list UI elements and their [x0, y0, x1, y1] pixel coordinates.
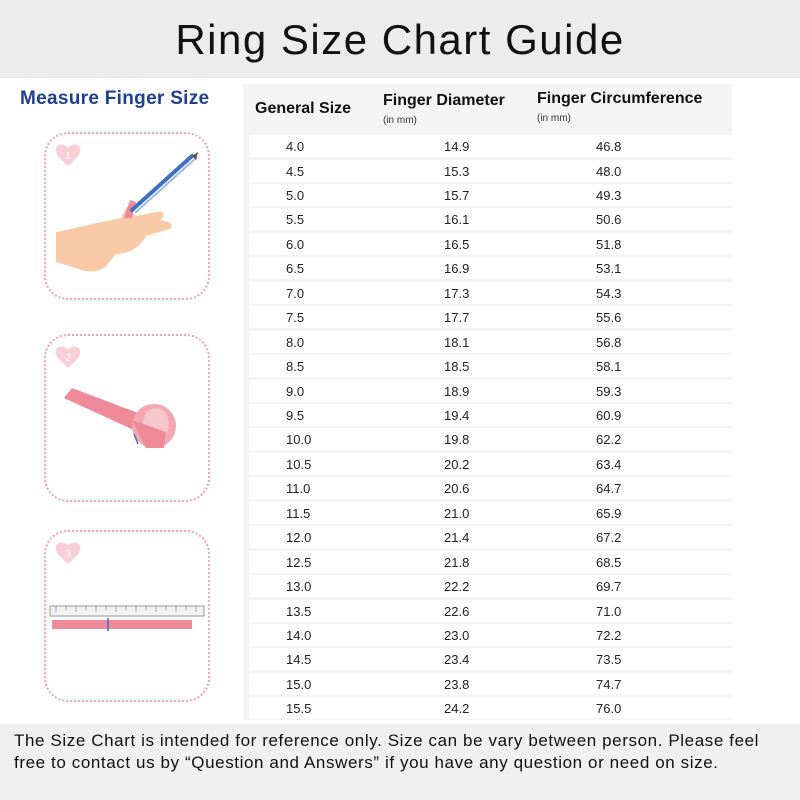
cell-general-size: 5.0 — [286, 187, 305, 203]
cell-general-size: 11.5 — [286, 505, 311, 521]
cell-general-size: 5.5 — [286, 212, 305, 228]
ring-size-table — [243, 84, 732, 720]
page-header — [0, 0, 800, 78]
table-row — [249, 477, 732, 499]
cell-finger-diameter: 18.5 — [444, 359, 470, 374]
cell-finger-diameter: 18.9 — [444, 383, 470, 399]
table-row — [249, 526, 732, 548]
header-finger-diameter-unit: (in mm) — [383, 115, 417, 126]
cell-finger-circumference: 46.8 — [596, 139, 622, 154]
cell-finger-diameter: 19.8 — [444, 432, 470, 448]
cell-finger-diameter: 23.4 — [444, 652, 470, 668]
cell-general-size: 4.0 — [286, 139, 305, 154]
cell-general-size: 7.5 — [286, 310, 305, 326]
cell-finger-circumference: 49.3 — [596, 187, 622, 203]
step-2-card — [44, 334, 210, 502]
cell-finger-diameter: 21.8 — [444, 554, 470, 570]
cell-general-size: 15.0 — [286, 676, 312, 692]
table-row — [249, 575, 732, 597]
header-finger-circumference-unit: (in mm) — [537, 113, 571, 124]
table-row — [249, 502, 732, 524]
cell-general-size: 8.0 — [286, 334, 305, 350]
table-row — [249, 135, 732, 157]
cell-finger-circumference: 74.7 — [596, 676, 622, 692]
step-2-number: 2 — [65, 353, 71, 364]
table-row — [249, 624, 732, 646]
cell-finger-circumference: 51.8 — [596, 236, 622, 252]
cell-general-size: 10.0 — [286, 432, 312, 448]
cell-finger-diameter: 20.6 — [444, 481, 470, 497]
cell-finger-diameter: 23.0 — [444, 628, 470, 643]
cell-finger-diameter: 20.2 — [444, 456, 470, 472]
cell-finger-circumference: 58.1 — [596, 359, 622, 374]
cell-finger-diameter: 23.8 — [444, 676, 470, 692]
cell-finger-circumference: 76.0 — [596, 701, 622, 717]
header-finger-diameter: Finger Diameter — [383, 92, 505, 109]
cell-finger-diameter: 22.2 — [444, 579, 470, 595]
cell-finger-diameter: 17.3 — [444, 285, 470, 301]
table-header — [243, 84, 732, 132]
cell-general-size: 4.5 — [286, 163, 305, 179]
table-row — [249, 282, 732, 304]
table-row — [249, 331, 732, 353]
cell-general-size: 12.0 — [286, 530, 312, 546]
cell-general-size: 13.5 — [286, 603, 312, 619]
cell-general-size: 14.5 — [286, 652, 312, 668]
cell-finger-circumference: 71.0 — [596, 603, 622, 619]
table-row — [249, 257, 732, 279]
cell-finger-circumference: 50.6 — [596, 212, 622, 228]
cell-finger-diameter: 17.7 — [444, 310, 470, 326]
cell-finger-diameter: 15.3 — [444, 163, 470, 179]
table-row — [249, 551, 732, 573]
cell-finger-circumference: 68.5 — [596, 554, 622, 570]
cell-general-size: 15.5 — [286, 701, 312, 717]
table-row — [249, 355, 732, 377]
cell-finger-diameter: 21.0 — [444, 505, 470, 521]
table-row — [249, 648, 732, 670]
cell-finger-circumference: 54.3 — [596, 285, 622, 301]
table-row — [249, 160, 732, 182]
cell-finger-diameter: 16.5 — [444, 236, 470, 252]
hand-pen-icon — [46, 134, 208, 298]
cell-finger-circumference: 72.2 — [596, 628, 622, 643]
cell-finger-circumference: 62.2 — [596, 432, 622, 448]
cell-general-size: 13.0 — [286, 579, 312, 595]
cell-finger-circumference: 64.7 — [596, 481, 622, 497]
cell-finger-circumference: 56.8 — [596, 334, 622, 350]
cell-finger-circumference: 48.0 — [596, 163, 622, 179]
cell-finger-circumference: 60.9 — [596, 407, 622, 423]
paper-strip-loop-icon — [46, 336, 208, 500]
cell-general-size: 9.0 — [286, 383, 305, 399]
cell-general-size: 11.0 — [286, 481, 311, 497]
table-row — [249, 233, 732, 255]
table-row — [249, 600, 732, 622]
table-row — [249, 306, 732, 328]
cell-finger-circumference: 73.5 — [596, 652, 622, 668]
table-row — [249, 428, 732, 450]
step-1-card — [44, 132, 210, 300]
table-row — [249, 404, 732, 426]
cell-finger-diameter: 18.1 — [444, 334, 470, 350]
table-row — [249, 453, 732, 475]
cell-finger-circumference: 67.2 — [596, 530, 622, 546]
step-3-number: 3 — [65, 549, 71, 560]
cell-general-size: 6.5 — [286, 261, 305, 277]
cell-general-size: 10.5 — [286, 456, 312, 472]
cell-finger-circumference: 55.6 — [596, 310, 622, 326]
header-general-size: General Size — [255, 100, 352, 117]
table-row — [249, 208, 732, 230]
step-1-number: 1 — [65, 151, 71, 162]
cell-general-size: 7.0 — [286, 285, 305, 301]
cell-finger-diameter: 15.7 — [444, 187, 470, 203]
measure-finger-title: Measure Finger Size — [20, 88, 210, 109]
cell-finger-diameter: 22.6 — [444, 603, 470, 619]
cell-finger-circumference: 59.3 — [596, 383, 622, 399]
ruler-strip-icon — [46, 532, 208, 700]
cell-finger-diameter: 24.2 — [444, 701, 470, 717]
cell-general-size: 8.5 — [286, 359, 305, 374]
table-row — [249, 697, 732, 719]
footer-note: The Size Chart is intended for reference only. Size can be vary between person. Please feel free to contact us by “Question and Answers” if you have any question or need on size. — [14, 731, 760, 772]
table-row — [249, 380, 732, 402]
cell-general-size: 12.5 — [286, 554, 312, 570]
table-row — [249, 184, 732, 206]
page-title: Ring Size Chart Guide — [175, 16, 625, 63]
cell-finger-diameter: 16.1 — [444, 212, 470, 228]
table-row — [249, 673, 732, 695]
cell-general-size: 9.5 — [286, 407, 305, 423]
cell-finger-diameter: 14.9 — [444, 139, 470, 154]
cell-finger-diameter: 16.9 — [444, 261, 470, 277]
cell-finger-circumference: 65.9 — [596, 505, 622, 521]
header-finger-circumference: Finger Circumference — [537, 90, 703, 107]
footer-note-box — [0, 724, 800, 800]
cell-finger-circumference: 63.4 — [596, 456, 622, 472]
cell-general-size: 6.0 — [286, 236, 305, 252]
cell-finger-diameter: 19.4 — [444, 407, 470, 423]
cell-finger-circumference: 69.7 — [596, 579, 622, 595]
cell-finger-diameter: 21.4 — [444, 530, 470, 546]
cell-general-size: 14.0 — [286, 628, 312, 643]
step-3-card — [44, 530, 210, 702]
cell-finger-circumference: 53.1 — [596, 261, 622, 277]
